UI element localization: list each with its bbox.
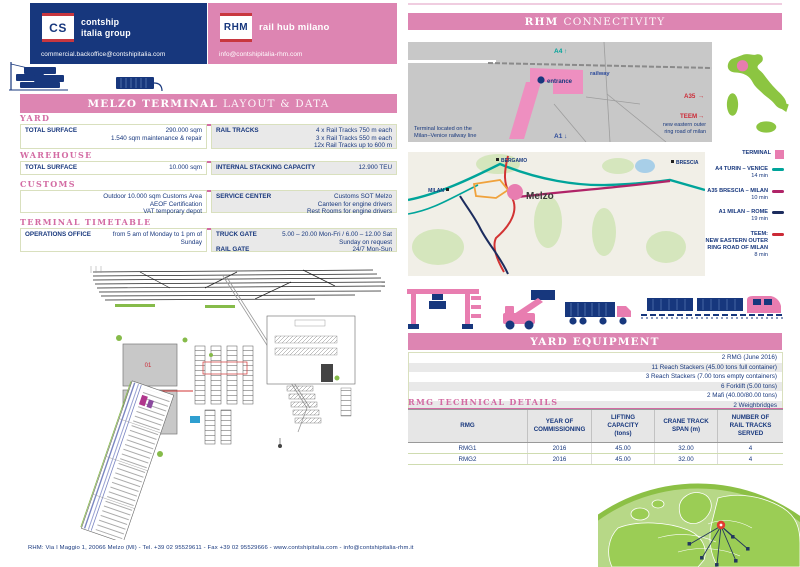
legend-a35: A35 BRESCIA – MILAN 10 min [707,188,784,203]
yard-rail-tracks-cell: RAIL TRACKS 4 x Rail Tracks 750 m each 3 x Rail Tracks 550 m each 12x Rail Tracks up to 600 m [211,124,397,149]
reach-stacker-icon [503,290,555,330]
rhm-logo-text: RHM [223,22,249,33]
container-truck-icon [565,302,631,325]
rhm-email-link[interactable]: info@contshipitalia-rhm.com [219,51,303,58]
equipment-item: 6 Forklift (5.00 tons) [409,382,782,392]
regional-road-map [408,152,705,276]
customs-area-cell: Outdoor 10.000 sqm Customs Area AEOF Certification VAT temporary depot [20,190,207,213]
railway-label: railway [590,71,610,77]
equipment-item: 2 Weighbridges [409,401,782,411]
yard-total-surface-note: 1.540 sqm maintenance & repair [110,134,202,142]
contship-logo-text: CS [49,20,67,35]
rhm-logo [220,13,252,42]
teem-route-swatch [772,233,784,236]
a1-arrow-icon: ↓ [564,133,568,140]
customs-heading: CUSTOMS [20,179,397,192]
yard-equipment-title: YARD EQUIPMENT [530,335,660,348]
svg-text:01: 01 [144,363,152,369]
map-caption-2: Milan–Venice railway line [414,133,477,139]
table-row: RMG1 2016 45.00 32.00 4 [408,443,783,454]
footer-contact-line: RHM: Via I Maggio 1, 20066 Melzo (MI) - Tel. +39 02 95529611 - Fax +39 02 95529666 - www.contshipitalia.com - info@contshipitalia-rhm.it [28,545,414,551]
warehouse-total-surface-value: 10.000 sqm [169,164,202,171]
melzo-title-rest: LAYOUT & DATA [222,97,330,110]
yard-total-surface-value: 290.000 sqm [165,127,202,134]
entrance-dot [537,76,544,83]
a1-route-swatch [772,211,784,214]
a4-arrow-icon: ↑ [564,48,568,55]
melzo-title-bold: MELZO TERMINAL [87,97,218,110]
melzo-map-label: Melzo [526,191,554,202]
teem-label: TEEM [680,113,698,120]
a1-label: A1 [554,133,563,140]
rhm-connectivity-title-bar [408,13,782,30]
harbour-crane-icon [8,60,82,94]
warehouse-heading: WAREHOUSE [20,150,397,163]
col-year: YEAR OF COMMISSIONING [528,410,592,442]
col-rmg: RMG [408,410,528,442]
operations-office-label: OPERATIONS OFFICE [25,231,92,238]
connectivity-title-rest: CONNECTIVITY [563,15,666,28]
a4-label: A4 [554,48,563,55]
melzo-location-dot [737,60,748,71]
yard-total-surface-label: TOTAL SURFACE [25,127,78,134]
equipment-illustrations [405,286,785,332]
truck-gate-note: Sunday on request [339,238,392,246]
rhm-name: rail hub milano [259,21,330,33]
col-tracks: NUMBER OF RAIL TRACKS SERVED [729,414,772,437]
melzo-map-marker [507,184,523,200]
rmg-table-header [408,410,783,443]
terminal-site-plan [55,258,385,540]
legend-teem: TEEM: NEW EASTERN OUTER RING ROAD OF MILAN 8 min [706,231,784,260]
warehouse-total-surface-cell [20,161,207,175]
connectivity-title-bold: RHM [524,15,559,28]
col-span: CRANE TRACK SPAN (m) [655,410,718,442]
rmg-details-heading: RMG TECHNICAL DETAILS [408,397,783,410]
customs-service-center-cell: SERVICE CENTER Customs SOT Melzo Canteen for engine drivers Rest Rooms for engine drivers [211,190,397,213]
terminal-location-map [408,42,712,142]
col-lifting: LIFTING CAPACITY (tons) [592,410,655,442]
contship-header [30,3,207,64]
warehouse-stacking-cell [211,161,397,175]
map-caption-1: Terminal located on the [414,126,472,132]
yard-heading: YARD [20,113,397,126]
rail-gate-label: RAIL GATE [216,246,250,254]
rhm-header [208,3,397,64]
yard-equipment-title-bar [408,333,782,350]
teem-sub1: new eastern outer [662,122,706,128]
milan-label: MILAN [428,188,444,194]
globe-network-illustration [598,468,800,567]
rmg-crane-icon [407,289,481,329]
warehouse-stacking-label: INTERNAL STACKING CAPACITY [216,164,316,171]
operations-office-value: from 5 am of Monday to 1 pm of Sunday [112,231,202,246]
equipment-item: 2 Mafi (40.00/80.00 tons) [706,392,777,400]
top-pink-rule [408,3,782,5]
legend-terminal: TERMINAL [742,150,784,159]
service-center-label: SERVICE CENTER [216,193,272,200]
terminal-swatch [775,150,784,159]
table-row: RMG2 2016 45.00 32.00 4 [408,454,783,465]
contship-email-link[interactable]: commercial.backoffice@contshipitalia.com [41,51,166,58]
yard-total-surface-cell [20,124,207,149]
container-hook-icon [116,74,168,94]
a4-route-swatch [772,168,784,171]
a35-route-swatch [772,190,784,193]
a35-arrow-icon: → [698,93,705,100]
equipment-item: 2 RMG (June 2016) [721,354,777,361]
equipment-item: 3 Reach Stackers (7.00 tons empty containers) [645,373,777,381]
container-train-icon [641,296,785,318]
warehouse-total-surface-label: TOTAL SURFACE [25,164,78,171]
truck-gate-label: TRUCK GATE [216,231,257,238]
contship-name: contship italia group [81,16,131,38]
a35-label: A35 [684,93,696,100]
entrance-label: entrance [547,79,573,85]
bergamo-label: BERGAMO [501,158,528,164]
teem-sub2: ring road of milan [664,129,706,135]
timetable-heading: TERMINAL TIMETABLE [20,217,397,230]
yard-rail-tracks-label: RAIL TRACKS [216,127,259,134]
warehouse-stacking-value: 12.900 TEU [358,164,392,171]
rail-gate-hours: 24/7 Mon-Sun [352,246,392,254]
legend-a4: A4 TURIN – VENICE 14 min [715,166,784,181]
equipment-item: 11 Reach Stackers (45.00 tons full container) [409,363,782,373]
teem-arrow-icon: → [698,113,705,120]
operations-office-cell [20,228,207,252]
brescia-label: BRESCIA [676,160,699,166]
legend-a1: A1 MILAN – ROME 19 min [719,209,784,224]
melzo-terminal-title-bar [20,94,397,113]
rmg-details-table [408,409,783,465]
truck-gate-hours: 5.00 – 20.00 Mon-Fri / 6.00 – 12.00 Sat [282,231,392,238]
gates-cell [211,228,397,252]
italy-map [716,52,794,142]
connectivity-legend [684,150,784,260]
contship-logo [42,13,74,42]
